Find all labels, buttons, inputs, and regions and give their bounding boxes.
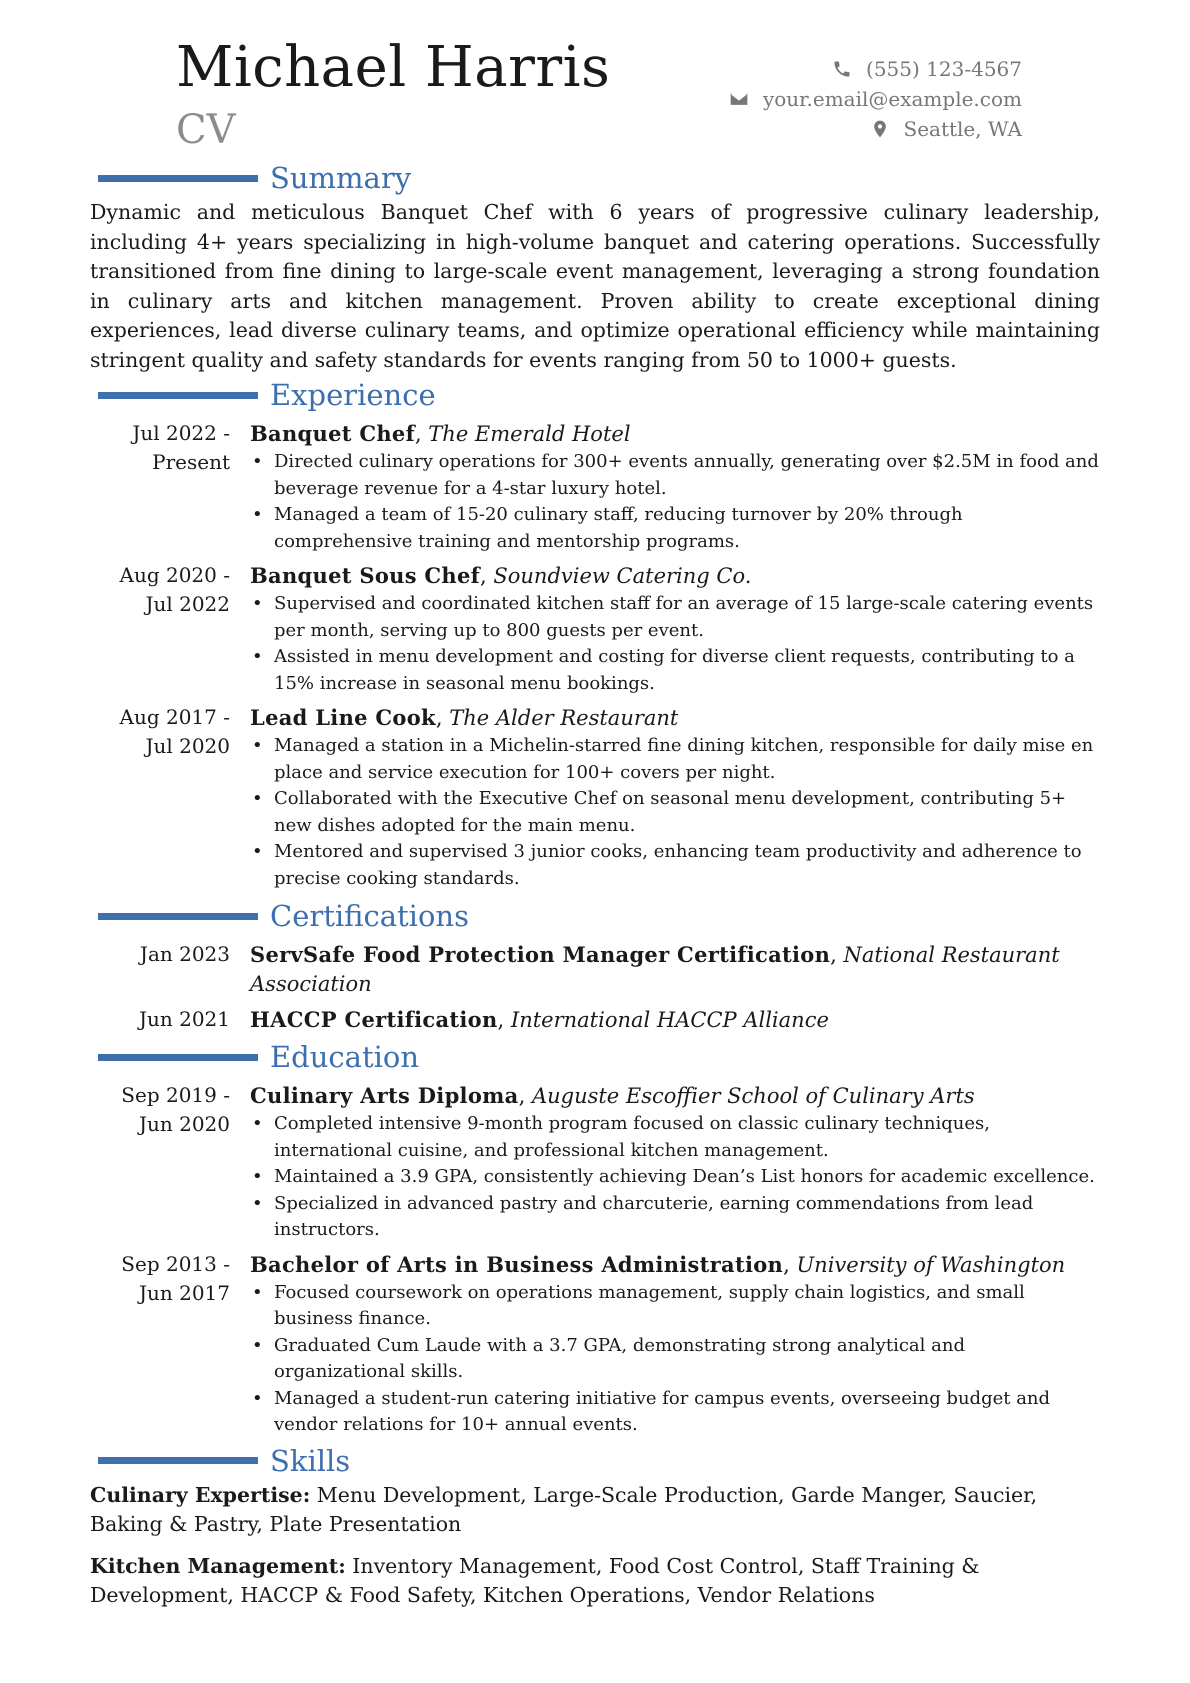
bullet-item: • Managed a student-run catering initiative for campus events, overseeing budget and vendor relations for 10+ annual events. — [274, 1386, 1100, 1439]
bullet-item: • Specialized in advanced pastry and charcuterie, earning commendations from lead instructors. — [274, 1191, 1100, 1244]
entry-heading: Lead Line Cook, The Alder Restaurant — [250, 705, 679, 730]
bullet-item: • Managed a team of 15-20 culinary staff, reducing turnover by 20% through comprehensive training and mentorship programs. — [274, 502, 1100, 555]
entry-date: Jan 2023 — [139, 942, 230, 966]
section-experience-title — [90, 377, 1100, 413]
section-label: Summary — [270, 161, 412, 195]
section-label: Certifications — [270, 899, 469, 933]
entry-title: Bachelor of Arts in Business Administration — [250, 1251, 784, 1277]
certification-entry — [90, 1005, 1100, 1035]
section-skills-title — [90, 1443, 1100, 1479]
bullet-item: • Directed culinary operations for 300+ events annually, generating over $2.5M in food and beverage revenue for a 4-star luxury hotel. — [274, 449, 1100, 502]
bullet-list — [250, 733, 1100, 892]
person-name: Michael Harris — [176, 35, 611, 100]
bullet-item: • Focused coursework on operations management, supply chain logistics, and small business finance. — [274, 1280, 1100, 1333]
skills-value: Inventory Management, Food Cost Control, Staff Training & Development, HACCP & Food Safety, Kitchen Operations, Vendor Relations — [90, 1553, 980, 1607]
skills-label: Culinary Expertise: — [90, 1482, 311, 1507]
bullet-list — [250, 449, 1100, 555]
entry-heading: Bachelor of Arts in Business Administration, University of Washington — [250, 1251, 1066, 1277]
entry-organization: International HACCP Alliance — [510, 1008, 829, 1032]
entry-organization: The Emerald Hotel — [428, 422, 631, 446]
entry-body — [250, 703, 1100, 892]
education-entry — [90, 1250, 1100, 1439]
bullet-item: • Assisted in menu development and costing for diverse client requests, contributing to a 15% increase in seasonal menu bookings. — [274, 644, 1100, 697]
entry-body — [250, 1250, 1100, 1439]
section-bar — [98, 392, 258, 399]
entry-date: Jul 2022 - Present — [132, 421, 230, 474]
contact-block — [729, 54, 1022, 144]
document-subtitle: CV — [176, 107, 236, 153]
section-bar — [98, 913, 258, 920]
bullet-item: • Collaborated with the Executive Chef on seasonal menu development, contributing 5+ new dishes adopted for the main menu. — [274, 786, 1100, 839]
skills-culinary — [90, 1481, 1100, 1540]
email-text[interactable]: your.email@example.com — [762, 87, 1022, 111]
entry-organization: Auguste Escoffier School of Culinary Arts — [531, 1084, 975, 1108]
skills-management — [90, 1552, 1100, 1611]
entry-organization: The Alder Restaurant — [449, 706, 679, 730]
bullet-item: • Completed intensive 9-month program focused on classic culinary techniques, international cuisine, and professional kitchen management. — [274, 1111, 1100, 1164]
section-label: Experience — [270, 378, 436, 412]
map-pin-icon — [870, 119, 890, 139]
entry-date: Jun 2021 — [138, 1007, 230, 1031]
skills-value: Menu Development, Large-Scale Production, Garde Manger, Saucier, Baking & Pastry, Plate Presentation — [90, 1482, 1038, 1536]
section-summary-title — [90, 160, 1100, 196]
envelope-icon — [729, 89, 749, 109]
section-education-title — [90, 1039, 1100, 1075]
bullet-item: • Mentored and supervised 3 junior cooks, enhancing team productivity and adherence to precise cooking standards. — [274, 839, 1100, 892]
phone-text[interactable]: (555) 123-4567 — [866, 57, 1022, 81]
bullet-list — [250, 1111, 1100, 1244]
header — [90, 0, 1100, 160]
entry-heading: Banquet Chef, The Emerald Hotel — [250, 421, 631, 446]
skills-label: Kitchen Management: — [90, 1553, 346, 1578]
entry-heading: ServSafe Food Protection Manager Certification, National Restaurant Association — [250, 942, 1060, 996]
entry-body — [250, 1081, 1100, 1244]
entry-title: Banquet Chef — [250, 421, 415, 446]
section-certifications-title — [90, 898, 1100, 934]
entry-date: Aug 2017 - Jul 2020 — [119, 705, 230, 758]
entry-heading: Banquet Sous Chef, Soundview Catering Co. — [250, 563, 752, 588]
bullet-list — [250, 1280, 1100, 1439]
bullet-item: • Managed a station in a Michelin-starred fine dining kitchen, responsible for daily mise en place and service execution for 100+ covers per night. — [274, 733, 1100, 786]
section-label: Skills — [270, 1443, 351, 1478]
entry-organization: National Restaurant Association — [250, 943, 1060, 996]
section-label: Education — [270, 1040, 420, 1074]
entry-date: Sep 2019 - Jun 2020 — [121, 1083, 230, 1136]
entry-heading: HACCP Certification, International HACCP Alliance — [250, 1007, 829, 1032]
entry-date: Sep 2013 - Jun 2017 — [121, 1251, 230, 1305]
bullet-list — [250, 591, 1100, 697]
experience-entry — [90, 419, 1100, 555]
section-bar — [98, 175, 258, 182]
experience-entry — [90, 561, 1100, 697]
entry-organization: University of Washington — [796, 1252, 1066, 1277]
bullet-item: • Supervised and coordinated kitchen staff for an average of 15 large-scale catering events per month, serving up to 800 guests per event. — [274, 591, 1100, 644]
entry-organization: Soundview Catering Co. — [493, 564, 752, 588]
phone-icon — [832, 59, 852, 79]
education-entry — [90, 1081, 1100, 1244]
entry-title: ServSafe Food Protection Manager Certification — [250, 942, 831, 967]
entry-heading: Culinary Arts Diploma, Auguste Escoffier School of Culinary Arts — [250, 1083, 975, 1108]
section-bar — [98, 1457, 258, 1464]
contact-phone — [729, 54, 1022, 84]
entry-body — [250, 419, 1100, 555]
bullet-item: • Maintained a 3.9 GPA, consistently achieving Dean’s List honors for academic excellence. — [274, 1164, 1100, 1191]
bullet-item: • Graduated Cum Laude with a 3.7 GPA, demonstrating strong analytical and organizational skills. — [274, 1333, 1100, 1386]
entry-title: Banquet Sous Chef — [250, 563, 480, 588]
certification-entry — [90, 940, 1100, 999]
entry-title: Lead Line Cook — [250, 705, 436, 730]
entry-title: HACCP Certification — [250, 1007, 498, 1032]
experience-entry — [90, 703, 1100, 892]
summary-text: Dynamic and meticulous Banquet Chef with 6 years of progressive culinary leadership, including 4+ years specializing in high-volume banquet and catering operations. Successfully transitioned from fine dining to large-scale event management, leveraging a strong foundation in culinary arts and kitchen management. Proven ability to create exceptional dining experiences, lead diverse culinary teams, and optimize operational efficiency while maintaining stringent quality and safety standards for events ranging from 50 to 1000+ guests. — [90, 200, 1100, 372]
entry-date: Aug 2020 - Jul 2022 — [119, 563, 230, 616]
contact-email — [729, 84, 1022, 114]
entry-title: Culinary Arts Diploma — [250, 1083, 519, 1108]
location-text: Seattle, WA — [903, 117, 1022, 141]
entry-body — [250, 561, 1100, 697]
section-bar — [98, 1054, 258, 1061]
contact-location — [729, 114, 1022, 144]
